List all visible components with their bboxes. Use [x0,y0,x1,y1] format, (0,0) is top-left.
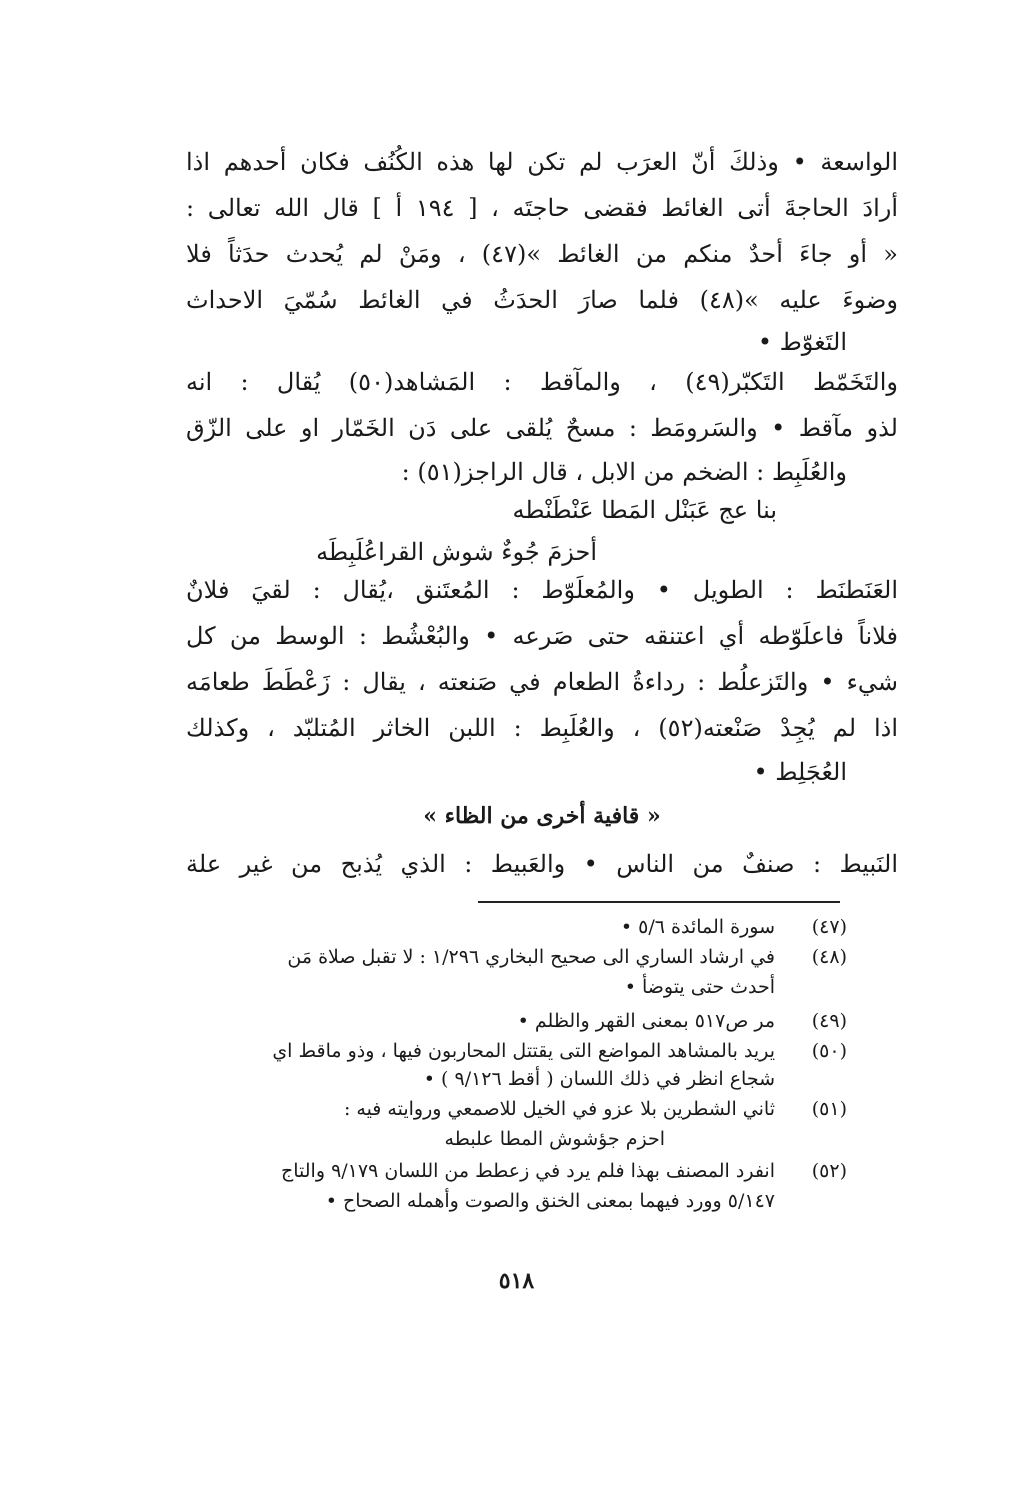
verse-line-2: أحزمَ جُوءٌ شوش القراعُلَبِطَه [316,538,597,566]
footnote-number: (٥١) [811,1098,847,1120]
body-line-1: الواسعة • وذلكَ أنّ العرَب لم تكن لها هذه الكُنُف فكان أحدهم اذا [186,148,898,176]
body-line-after-heading: النَبيط : صنفٌ من الناس • والعَبيط : الذي يُذبح من غير علة [186,850,898,878]
body-line-2: أرادَ الحاجةَ أتى الغائط فقضى حاجتَه ، [ ١٩٤ أ ] قال الله تعالى : [186,194,898,222]
body-line-3: « أو جاءَ أحدٌ منكم من الغائط »(٤٧) ، ومَنْ لم يُحدث حدَثاً فلا [186,240,898,268]
footnote-number: (٤٩) [811,1010,847,1032]
footnote-50 [0,1038,1033,1064]
footnote-text: احزم جؤشوش المطا علبطه [444,1128,665,1150]
body-line-6: والتَخَمّط التَكبّر(٤٩) ، والمآقط : المَشاهد(٥٠) يُقال : انه [186,368,898,396]
footnote-number: (٥٢) [811,1160,847,1182]
footnote-number: (٥٠) [811,1040,847,1062]
footnote-text: في ارشاد الساري الى صحيح البخاري ١/٢٩٦ : لا تقبل صلاة مَن [287,946,775,968]
body-line-5: التَغوّط • [757,328,847,356]
footnote-text: انفرد المصنف بهذا فلم يرد في زعطط من اللسان ٩/١٧٩ والتاج [280,1160,775,1182]
footnote-52-cont [0,1188,1033,1214]
footnote-text: مر ص٥١٧ بمعنى القهر والظلم • [517,1010,775,1032]
footnote-51-cont [0,1126,1033,1152]
footnote-51 [0,1096,1033,1122]
footnote-48-cont [0,974,1033,1000]
footnote-47 [0,914,1033,940]
body-line-13: العُجَلِط • [753,758,847,786]
body-line-11: شيء • والتَزعلُط : رداءةُ الطعام في صَنعته ، يقال : زَعْطَطَ طعامَه [186,668,898,696]
footnote-text: أحدث حتى يتوضأ • [624,976,775,998]
page-number: ٥١٨ [498,1268,535,1294]
footnote-text: سورة المائدة ٥/٦ • [620,916,775,938]
body-line-9: العَنَطنَط : الطويل • والمُعلَوّط : المُعتَنق ،يُقال : لقيَ فلانٌ [186,576,898,604]
footnote-text: ٥/١٤٧ وورد فيهما بمعنى الخنق والصوت وأهمله الصحاح • [325,1190,775,1212]
body-line-12: اذا لم يُجِدْ صَنْعته(٥٢) ، والعُلَبِط : اللبن الخاثر المُتلبّد ، وكذلك [186,714,898,742]
footnote-text: ثاني الشطرين بلا عزو في الخيل للاصمعي وروايته فيه : [343,1098,775,1120]
body-line-4: وضوءَ عليه »(٤٨) فلما صارَ الحدَثُ في الغائط سُمّيَ الاحداث [186,286,898,314]
footnote-text: شجاع انظر في ذلك اللسان ( أقط ٩/١٢٦ ) • [423,1068,775,1090]
footnote-48 [0,944,1033,970]
footnote-separator [478,901,840,903]
body-line-7: لذو مآقط • والسَرومَط : مسحٌ يُلقى على دَن الخَمّار او على الزّق [186,414,898,442]
footnote-number: (٤٨) [811,946,847,968]
footnote-49 [0,1008,1033,1034]
verse-line-1: بنا عج عَبَنْل المَطا عَنْطَنْطه [512,496,777,524]
body-line-8: والعُلَبِط : الضخم من الابل ، قال الراجز(٥١) : [401,458,847,486]
section-heading: « قافية أخرى من الظاء » [423,803,661,829]
footnote-52 [0,1158,1033,1184]
footnote-50-cont [0,1066,1033,1092]
body-line-10: فلاناً فاعلَوّطه أي اعتنقه حتى صَرعه • والبُعْشُط : الوسط من كل [186,622,898,650]
footnote-text: يريد بالمشاهد المواضع التى يقتتل المحاربون فيها ، وذو ماقط اي [272,1040,775,1062]
footnote-number: (٤٧) [811,916,847,938]
